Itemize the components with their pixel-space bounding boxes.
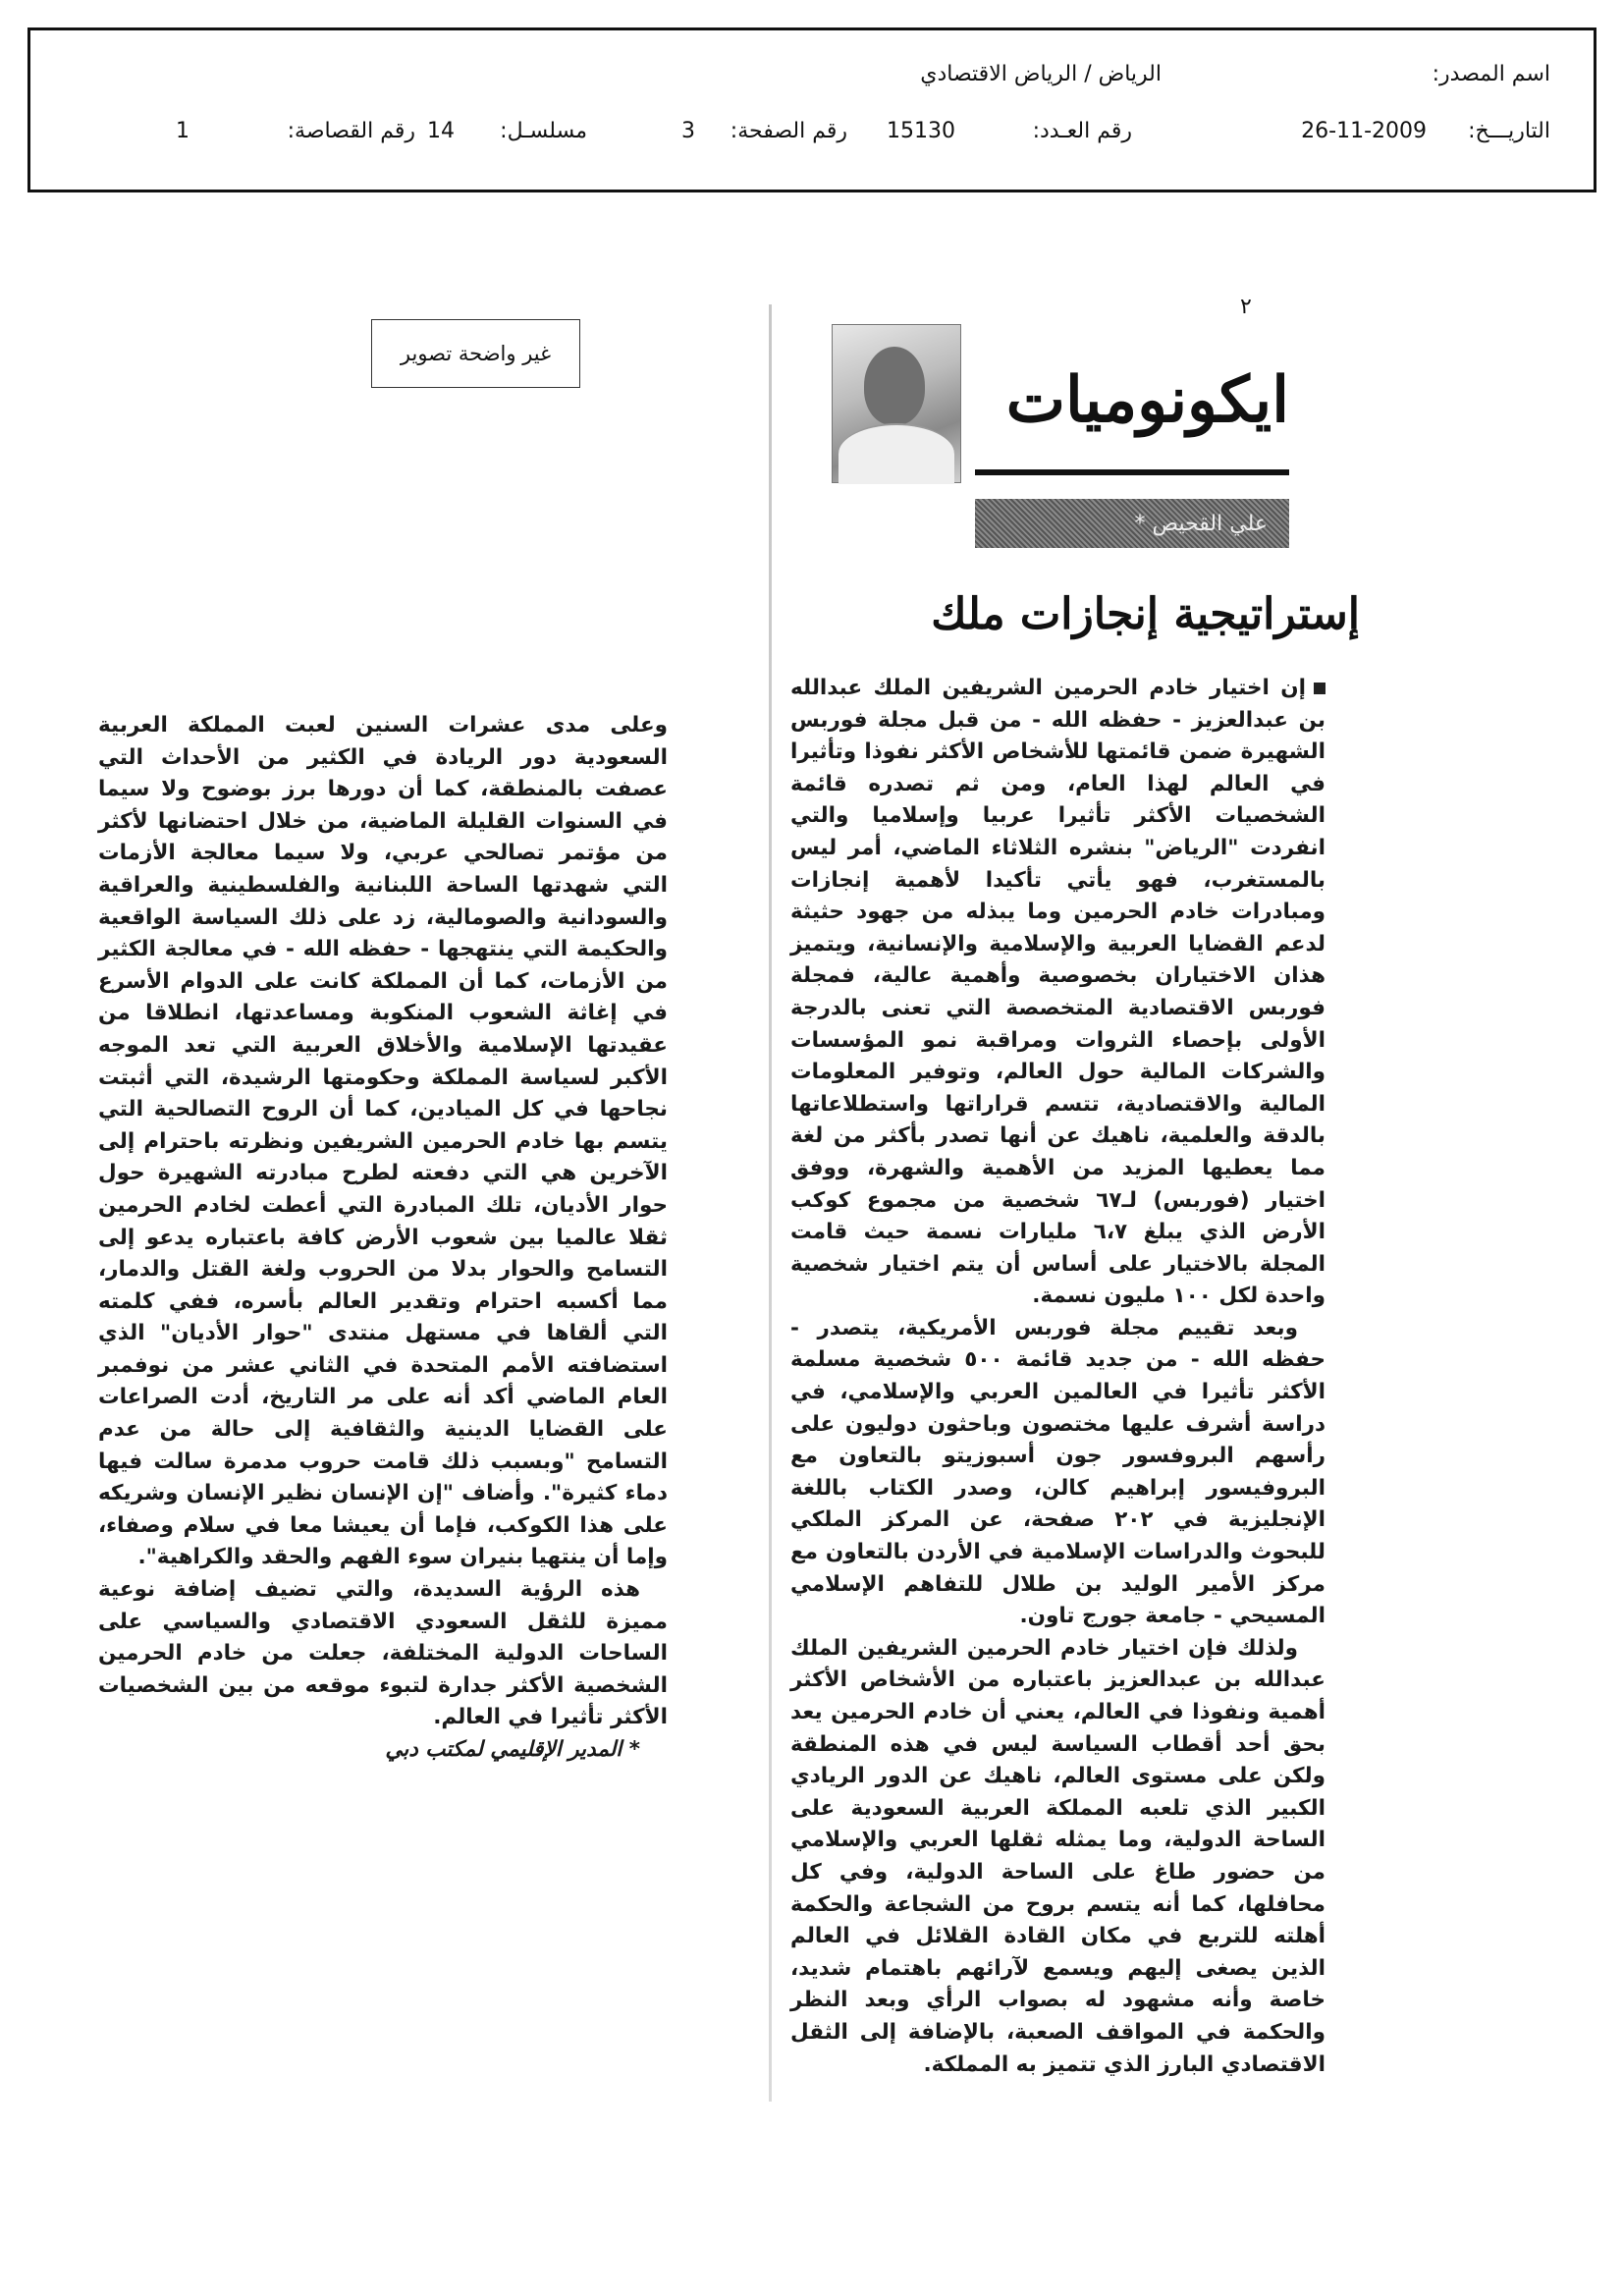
column-divider xyxy=(769,304,772,2102)
article-title: إستراتيجية إنجازات ملك xyxy=(931,589,1360,639)
column-masthead: ايكونوميات xyxy=(1005,363,1289,437)
column-banner xyxy=(823,324,1289,565)
author-tag: علي القحيص * xyxy=(975,499,1289,548)
serial-value: 14 xyxy=(427,119,455,143)
page-mark: ٢ xyxy=(1240,295,1252,319)
author-photo xyxy=(832,324,961,483)
article-paragraph xyxy=(790,673,1325,1313)
source-label: اسم المصدر: xyxy=(1432,62,1550,86)
date-label: التاريـــخ: xyxy=(1468,119,1550,143)
paragraph-bullet-icon xyxy=(1314,683,1325,694)
paragraph-text: إن اختيار خادم الحرمين الشريفين الملك عبدالله بن عبدالعزيز - حفظه الله - من قبل مجلة فوربس الشهيرة ضمن قائمتها للأشخاص الأكثر نفوذا وتأثيرا في العالم لهذا العام، ومن ثم تصدره قائمة الشخصيات الأكثر تأثيرا عربيا وإسلاميا والتي انفردت "الرياض" بنشره الثلاثاء الماضي، أمر ليس بالمستغرب، فهو يأتي تأكيدا لأهمية إنجازات ومبادرات خادم الحرمين وما يبذله من جهود حثيثة لدعم القضايا العربية والإسلامية والإنسانية، ويتميز هذان الاختياران بخصوصية وأهمية عالية، فمجلة فوربس الاقتصادية المتخصصة التي تعنى بالدرجة الأولى بإحصاء الثروات ومراقبة نمو المؤسسات والشركات المالية حول العالم، وتوفير المعلومات المالية والاقتصادية، تتسم قراراتها واستطلاعاتها بالدقة والعلمية، ناهيك عن أنها تصدر بأكثر من لغة مما يعطيها المزيد من الأهمية والشهرة، ووفق اختيار (فوربس) لـ٦٧ شخصية من مجموع كوكب الأرض الذي يبلغ ٦،٧ مليارات نسمة حيث قامت المجلة بالاختيار على أساس أن يتم اختيار شخصية واحدة لكل ١٠٠ مليون نسمة. xyxy=(790,676,1325,1309)
article-paragraph: وعلى مدى عشرات السنين لعبت المملكة العربية السعودية دور الريادة في الكثير من الأحداث التي عصفت بالمنطقة، كما أن دورها برز بوضوح ولا سيما في السنوات القليلة الماضية، من خلال احتضانها لأكثر من مؤتمر تصالحي عربي، ولا سيما معالجة الأزمات التي شهدتها الساحة اللبنانية والفلسطينية والعراقية والسودانية والصومالية، زد على ذلك السياسة الواقعية والحكيمة التي ينتهجها - حفظه الله - في معالجة الكثير من الأزمات، كما أن المملكة كانت على الدوام الأسرع في إغاثة الشعوب المنكوبة ومساعدتها، انطلاقا من عقيدتها الإسلامية والأخلاق العربية التي تعد الموجه الأكبر لسياسة المملكة وحكومتها الرشيدة، التي أثبتت نجاحها في كل الميادين، كما أن الروح التصالحية التي يتسم بها خادم الحرمين الشريفين ونظرته باحترام إلى الآخرين هي التي دفعته لطرح مبادرته الشهيرة حول حوار الأديان، تلك المبادرة التي أعطت لخادم الحرمين ثقلا عالميا بين شعوب الأرض كافة باعتباره يدعو إلى التسامح والحوار بدلا من الحروب ولغة القتل والدمار، مما أكسبه احترام وتقدير العالم بأسره، ففي كلمته التي ألقاها في مستهل منتدى "حوار الأديان" الذي استضافته الأمم المتحدة في الثاني عشر من نوفمبر العام الماضي أكد أنه على مر التاريخ، أدت الصراعات على القضايا الدينية والثقافية إلى حالة من عدم التسامح "وبسبب ذلك قامت حروب مدمرة سالت فيها دماء كثيرة". وأضاف "إن الإنسان نظير الإنسان وشريكه على هذا الكوكب، فإما أن يعيشا معا في سلام وصفاء، وإما أن ينتهيا بنيران سوء الفهم والحقد والكراهية". xyxy=(98,713,668,1570)
article-paragraph: هذه الرؤية السديدة، والتي تضيف إضافة نوعية مميزة للثقل السعودي الاقتصادي والسياسي على الساحات الدولية المختلفة، جعلت من خادم الحرمين الشخصية الأكثر جدارة لتبوء موقعه من بين الشخصيات الأكثر تأثيرا في العالم. xyxy=(98,1577,668,1730)
clipping-value: 1 xyxy=(176,119,189,143)
article-paragraph: ولذلك فإن اختيار خادم الحرمين الشريفين الملك عبدالله بن عبدالعزيز باعتباره من الأشخاص الأكثر أهمية ونفوذا في العالم، يعني أن خادم الحرمين يعد بحق أحد أقطاب السياسة ليس في هذه المنطقة ولكن على مستوى العالم، ناهيك عن الدور الريادي الكبير الذي تلعبه المملكة العربية السعودية على الساحة الدولية، وما يمثله ثقلها العربي والإسلامي من حضور طاغ على الساحة الدولية، وفي كل محافلها، كما أنه يتسم بروح من الشجاعة والحكمة أهلته للتربع في مكان القادة القلائل في العالم الذين يصغى إليهم ويسمع لآرائهم باهتمام شديد، خاصة وأنه مشهود له بصواب الرأي وبعد النظر والحكمة في المواقف الصعبة، بالإضافة إلى الثقل الاقتصادي البارز الذي تتميز به المملكة. xyxy=(790,1635,1325,2077)
serial-label: مسلسـل: xyxy=(500,119,587,143)
author-face-shape xyxy=(864,347,925,425)
issue-value: 15130 xyxy=(887,119,955,143)
page-value: 3 xyxy=(681,119,695,143)
author-shoulders-shape xyxy=(839,423,954,484)
page-label: رقم الصفحة: xyxy=(730,119,847,143)
clipping-label: رقم القصاصة: xyxy=(287,119,415,143)
date-value: 26-11-2009 xyxy=(1301,119,1427,143)
article-left-column xyxy=(98,710,668,1830)
issue-label: رقم العـدد: xyxy=(1032,119,1132,143)
source-value: الرياض / الرياض الاقتصادي xyxy=(920,62,1162,86)
unclear-copy-note: غير واضحة تصوير xyxy=(371,319,580,388)
masthead-underline xyxy=(975,469,1289,475)
article-paragraph: وبعد تقييم مجلة فوربس الأمريكية، يتصدر - حفظه الله - من جديد قائمة ٥٠٠ شخصية مسلمة الأكثر تأثيرا في العالمين العربي والإسلامي، في دراسة أشرف عليها مختصون وباحثون دوليون على رأسهم البروفسور جون أسبوزيتو بالتعاون مع البروفيسور إبراهيم كالن، وصدر الكتاب باللغة الإنجليزية في ٢٠٢ صفحة، عن المركز الملكي للبحوث والدراسات الإسلامية في الأردن بالتعاون مع مركز الأمير الوليد بن طلال للتفاهم الإسلامي المسيحي - جامعة جورج تاون. xyxy=(790,1315,1325,1629)
author-signature: * المدير الإقليمي لمكتب دبي xyxy=(385,1737,640,1762)
clipping-header xyxy=(27,27,1596,192)
article-right-column xyxy=(790,673,1325,2106)
